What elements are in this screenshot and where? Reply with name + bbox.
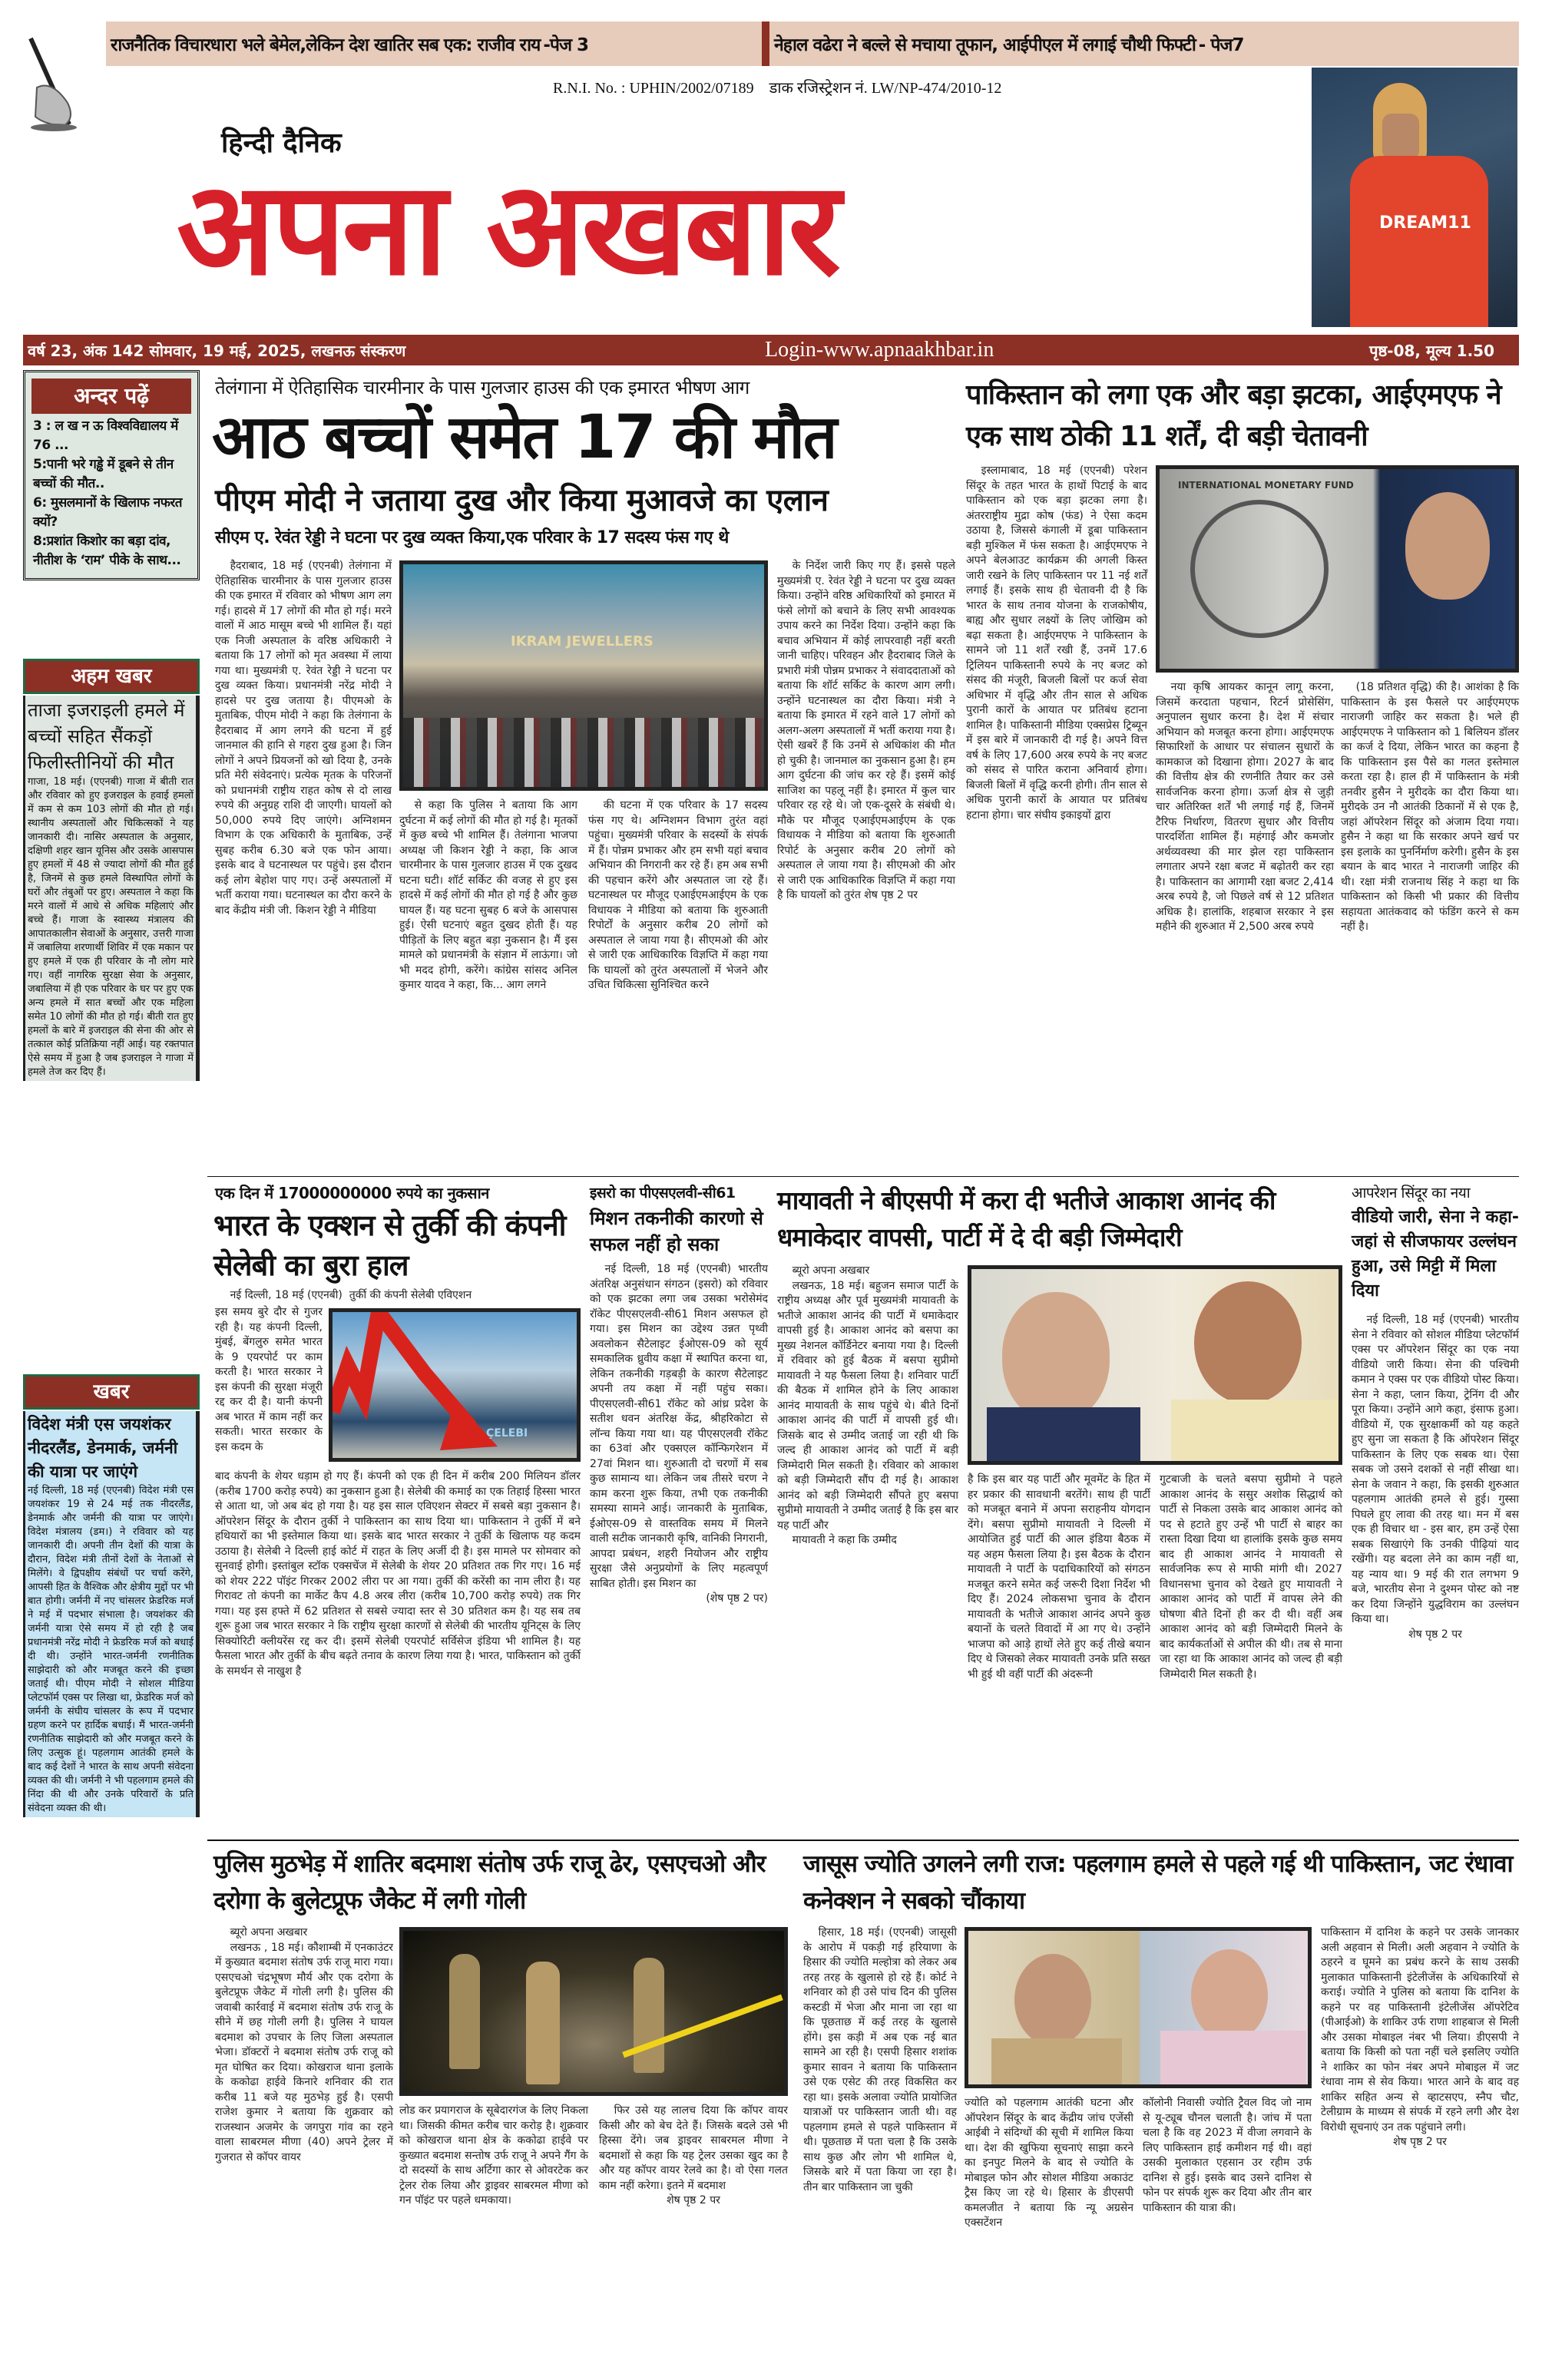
bsp-col-3: [1160, 1473, 1342, 1682]
sindoor-kicker: आपरेशन सिंदूर का नया: [1352, 1185, 1471, 1202]
bsp-col-2: [968, 1473, 1150, 1682]
crowd: [403, 718, 768, 791]
lead-col-2-text: से कहा कि पुलिस ने बताया कि आग दुर्घटना में कई लोगों की मौत हो गई है। मृतकों में कुछ बच्चे भी शामिल हैं। तेलंगाना भाजपा अध्यक्ष जी किशन रेड्डी ने कहा, कि आज चारमीनार के पास गुलजार हाउस में एक दुखद घटना घटी। शॉर्ट सर्किट की वजह से हुए इस हादसे में कई लोगों की मौत हो गई है और कुछ घायल हैं। यह घटना सुबह 6 बजे के आसपास हुई। ऐसी घटनाएं बहुत दुखद होती हैं। यह पीड़ितों के लिए बहुत बड़ा नुकसान है। मैं इस मामले को प्रधानमंत्री के संज्ञान में लाऊंगा। जो भी मदद होगी, करेंगे। कांग्रेस सांसद अनिल कुमार यादव ने कहा, कि... आग लगने: [399, 799, 577, 991]
encounter-headline[interactable]: पुलिस मुठभेड़ में शातिर बदमाश संतोष उर्फ राजू ढेर, एसएचओ और दरोगा के बुलेटप्रूफ जैकेट में लगी गोली: [213, 1850, 766, 1915]
imf-seal-label: INTERNATIONAL MONETARY FUND: [1178, 480, 1354, 491]
inside-pages-box: [23, 370, 200, 580]
encounter-photo: [399, 1927, 788, 2096]
encounter-col-3: [599, 2104, 788, 2209]
spy-photo: [965, 1927, 1312, 2088]
bsp-col-3-text: गुटबाजी के चलते बसपा सुप्रीमो ने पहले आकाश आनंद के ससुर अशोक सिद्धार्थ को पार्टी से निकला उसके बाद आकाश आनंद को पद से हटाते हुए उन्हें भी पार्टी से बाहर का रास्ता दिखा दिया था हालांकि इसके कुछ समय बाद ही आकाश आनंद ने मायावती से सार्वजनिक रूप से माफी मांगी थी। 2027 विधानसभा चुनाव को देखते हुए मायावती ने आकाश आनंद को पार्टी में वापस लेने की घोषणा बीते दिनों ही कर दी थी। वहीं अब आकाश आनंद को बड़ी जिम्मेदारी मिलने के बाद कार्यकर्ताओं से अपील की थी। तब से माना जा रहा था कि आकाश आनंद को जल्द ही बड़ी जिम्मेदारी मिल सकती है।: [1160, 1473, 1342, 1681]
spy-col-1-text: हिसार, 18 मई। (एएनबी) जासूसी के आरोप में पकड़ी गई हरियाणा के हिसार की ज्योति मल्होत्रा को लेकर अब तरह तरह के खुलासे हो रहे हैं। कोर्ट ने शनिवार को ही उसे पांच दिन की पुलिस कस्टडी में भेजा और माना जा रहा था कि पूछताछ में कई तरह के खुलासे होंगे। इस कड़ी में अब एक नई बात सामने आ रही है। एसपी हिसार शशांक कुमार सावन ने बताया कि पाकिस्तान उसे एक एसेट की तरह विकसित कर रहा था। इसके अलावा ज्योति प्रायोजित यात्राओं पर पाकिस्तान जाती थी। वह पहलगाम हमले से पहले पाकिस्तान में थी। पूछताछ में पता चला है कि उसके साथ कुछ और लोग भी शामिल थे, जिसके बारे में पता किया जा रहा है। तीन बार पाकिस्तान जा चुकी: [803, 1926, 957, 2193]
imf-col-3: [1341, 680, 1519, 935]
inside-item[interactable]: 8:प्रशांत किशोर का बड़ा दांव, नीतीश के ‘राम’ पीके के साथ...: [33, 534, 181, 568]
celebi-body-text: बाद कंपनी के शेयर धड़ाम हो गए हैं। कंपनी को एक ही दिन में करीब 200 मिलियन डॉलर (करीब 1700 करोड़ रुपये) का नुकसान हुआ है। सेलेबी की कमाई का एक तिहाई हिस्सा भारत से आता था, जो अब बंद हो गया है। यह इस साल एविएशन सेक्टर में सबसे बड़ा नुकसान है। ऑपरेशन सिंदूर के दौरान तुर्की ने पाकिस्तान का साथ दिया था। पाकिस्तान ने तुर्की में बने हथियारों का भी इस्तेमाल किया था। इसके बाद भारत सरकार ने तुर्की के खिलाफ यह कदम उठाया है। सेलेबी ने दिल्ली हाई कोर्ट में राहत के लिए अर्जी दी है। इस मामले पर सोमवार को सुनवाई होगी। इस्तांबुल स्टॉक एक्सचेंज में सेलेबी के शेयर 20 प्रतिशत तक गिर गए। 16 मई को शेयर 222 पॉइंट गिरकर 2002 लीरा पर आ गया। तुर्की की करेंसी का नाम लीरा है। यह गिरावट तो कंपनी का मार्केट कैप 4.8 अरब लीरा (करीब 10,700 करोड़ रुपये) तक गिर गया। यह इस हफ्ते में 62 प्रतिशत से सबसे ज्यादा स्तर से 30 प्रतिशत कम है। यह सब तब शुरू हुआ जब भारत सरकार ने कि राष्ट्रीय सुरक्षा कारणों से सेलेबी की भारतीय यूनिट्स के लिए सिक्योरिटी क्लीयरेंस रद्द कर दी। इसमें सेलेबी एयरपोर्ट सर्विसेज इंडिया भी शामिल है। यह फैसला भारत और तुर्की के बीच बढ़ते तनाव के कारण लिया गया है। भारत, पाकिस्तान को तुर्की के समर्थन से नाखुश है: [215, 1470, 581, 1678]
isro-body-text: नई दिल्ली, 18 मई (एएनबी) भारतीय अंतरिक्ष अनुसंधान संगठन (इसरो) को रविवार को एक झटका लगा जब उसका भरोसेमंद रॉकेट पीएसएलवी-सी61 मिशन असफल हो गया। इस मिशन का उद्देश्य उन्नत पृथ्वी अवलोकन सैटेलाइट ईओएस-09 को सूर्य समकालिक ध्रुवीय कक्षा में स्थापित करना था, लेकिन तकनीकी गड़बड़ी के कारण सैटेलाइट अपनी तय कक्षा में नहीं पहुंच सका। पीएसएलवी-सी61 रॉकेट को आंध्र प्रदेश के सतीश धवन अंतरिक्ष केंद्र, श्रीहरिकोटा से लॉन्च किया गया था। यह पीएसएलवी रॉकेट का 63वां और एक्सएल कॉन्फिगरेशन में 27वां मिशन था। शुरुआती दो चरणों में सब कुछ सामान्य था। लेकिन जब तीसरे चरण ने काम करना शुरू किया, तभी एक तकनीकी समस्या सामने आई। जानकारी के मुताबिक, ईओएस-09 से वास्तविक समय में मिलने वाली सटीक जानकारी कृषि, वानिकी निगरानी, आपदा प्रबंधन, शहरी नियोजन और राष्ट्रीय सुरक्षा जैसे अनुप्रयोगों के लिए महत्वपूर्ण साबित होती। इस मिशन का: [590, 1263, 768, 1590]
inside-item[interactable]: 3 : ल ख न ऊ विश्वविद्यालय में 76 ...: [33, 418, 178, 453]
section-divider: [207, 1176, 1519, 1177]
celebi-photo: [329, 1308, 581, 1462]
bsp-headline[interactable]: मायावती ने बीएसपी में करा दी भतीजे आकाश आनंद की धमाकेदार वापसी, पार्टी में दे दी बड़ी जिम्मेदारी: [777, 1185, 1276, 1252]
celebi-dateline-row: [215, 1288, 581, 1304]
news-header: खबर: [23, 1374, 200, 1410]
spy-col-3-text: कॉलोनी निवासी ज्योति ट्रैवल विद जो नाम से यू-ट्यूब चौनल चलाती है। जांच में पता चला है कि वह 2023 में वीजा लगवाने के लिए पाकिस्तान हाई कमीशन गई थी। वहां उसकी मुलाकात एहसान उर रहीम उर्फ दानिश से हुई। इसके बाद उसने दानिश से फोन पर संपर्क शुरू कर दिया और तीन बार पाकिस्तान की यात्रा की।: [1143, 2097, 1312, 2214]
celebi-kicker: एक दिन में 17000000000 रुपये का नुकसान: [215, 1184, 489, 1202]
bsp-byline: ब्यूरो अपना अखबार: [792, 1264, 870, 1277]
pen-hand-logo-icon: [22, 34, 83, 134]
registration-line: [553, 77, 1001, 98]
jaishankar-headline: विदेश मंत्री एस जयशंकर नीदरलैंड, डेनमार्क, जर्मनी की यात्रा पर जाएंगे: [28, 1415, 178, 1481]
isro-headline[interactable]: मिशन तकनीकी कारणो से सफल नहीं हो सका: [590, 1208, 763, 1255]
gaza-headline: ताजा इजराइली हमले में बच्चों सहित सैंकड़ों फिलीस्तीनियों की मौत: [28, 699, 185, 773]
jaishankar-body: नई दिल्ली, 18 मई (एएनबी) विदेश मंत्री एस जयशंकर 19 से 24 मई तक नीदरलैंड, डेनमार्क और जर्मनी की यात्रा पर जाएंगे। विदेश मंत्रालय (डम।) ने रविवार को यह जानकारी दी। अपनी तीन देशों की यात्रा के दौरान, विदेश मंत्री तीनों देशों के नेताओं से मिलेंगे। वे द्विपक्षीय संबंधों पर चर्चा करेंगे, आपसी हित के वैश्विक और क्षेत्रीय मुद्दों पर भी बात होगी। जर्मनी में नए चांसलर फ्रेडरिक मर्ज ने मई में पदभार संभाला है। जयशंकर की जर्मनी यात्रा ऐसे समय में हो रही है जब प्रधानमंत्री नरेंद्र मोदी ने फ्रेडरिक मर्ज को बधाई दी थी। उन्होंने भारत-जर्मनी रणनीतिक साझेदारी को और मजबूत करने की इच्छा जताई थी। पीएम मोदी ने सोशल मीडिया प्लेटफॉर्म एक्स पर लिखा था, फ्रेडरिक मर्ज को जर्मनी के संघीय चांसलर के रूप में पदभार ग्रहण करने पर हार्दिक बधाई। मैं भारत-जर्मनी रणनीतिक साझेदारी को और मजबूत करने के लिए उत्सुक हूं। पहलगाम आतंकी हमले के बाद कई देशों ने भारत के साथ अपनी संवेदना व्यक्त की थी। जर्मनी ने भी पहलगाम हमले की निंदा की थी और उनके परिवारों के प्रति संवेदना व्यक्त की थी।: [28, 1485, 194, 1814]
section-divider: [207, 1840, 1519, 1841]
gaza-story[interactable]: [23, 696, 200, 1081]
jyoti-dress: [1160, 2031, 1306, 2088]
falling-arrow-icon: [333, 1312, 577, 1458]
teaser-page: - पेज7: [1198, 35, 1244, 55]
lead-col-3-text: की घटना में एक परिवार के 17 सदस्य फंस गए थे। अग्निशमन विभाग तुरंत वहां पहुंचा। मुख्यमंत्री परिवार के सदस्यों के संपर्क में हैं। पोन्नम प्रभाकर और हम सभी यहां बचाव अभियान की निगरानी कर रहे हैं। हम अब सभी की पहचान करेंगे और अस्पताल जा रहे हैं। घटनास्थल पर मौजूद एआईएमआईएम के एक विधायक ने मीडिया को बताया कि शुरुआती रिपोर्टों के अनुसार करीब 20 लोगों को अस्पताल ले जाया गया है। सीएमओ की ओर से जारी एक आधिकारिक विज्ञप्ति में कहा गया कि घायलों को तुरंत अस्पतालों में भेजने और उचित चिकित्सा सुनिश्चित करने: [588, 799, 768, 991]
lead-col-3: [588, 798, 768, 993]
officer: [526, 1962, 560, 2084]
sindoor-continued[interactable]: शेष पृष्ठ 2 पर: [1408, 1628, 1462, 1641]
lead-subhead: पीएम मोदी ने जताया दुख और किया मुआवजे का एलान: [215, 483, 829, 518]
inside-item[interactable]: 6: मुसलमानों के खिलाफ नफरत क्यों?: [33, 495, 182, 530]
isro-kicker: इसरो का पीएसएलवी-सी61: [590, 1185, 736, 1202]
daily-label: हिन्दी दैनिक: [221, 127, 342, 159]
isro-continued[interactable]: (शेष पृष्ठ 2 पर): [706, 1592, 768, 1605]
edition-info: वर्ष 23, अंक 142 सोमवार, 19 मई, 2025, लखनऊ संस्करण: [28, 341, 406, 360]
rni-number: R.N.I. No. : UPHIN/2002/07189: [553, 80, 754, 97]
pm-face: [1405, 492, 1490, 600]
bsp-col-1-text: लखनऊ, 18 मई। बहुजन समाज पार्टी के राष्ट्रीय अध्यक्ष और पूर्व मुख्यमंत्री मायावती के भतीजे आकाश आनंद की पार्टी में धमाकेदार वापसी हुई है। आकाश आनंद को बसपा का मुख्य नेशनल कॉर्डिनेटर बनाया गया है। दिल्ली में रविवार को हुई बैठक में बसपा सुप्रीमो मायावती ने यह फैसला लिया है। शनिवार पार्टी की बैठक में शामिल होने के लिए आकाश आनंद मायावती के साथ पहुंचे थे। बीते दिनों आकाश आनंद की पार्टी में वापसी हुई थी। जिसके बाद से उम्मीद जताई जा रही थी कि जल्द ही आकाश आनंद को पार्टी में बड़ी जिम्मेदारी मिल सकती है। रविवार को आकाश को बड़ी जिम्मेदारी सौंप दी गई है। आकाश आनंद को बड़ी जिम्मेदारी सौंपते हुए बसपा सुप्रीमो मायावती ने उम्मीद जताई है कि इस बार यह पार्टी और: [777, 1279, 958, 1532]
celebi-body: [215, 1469, 581, 1679]
bsp-col-2-text: है कि इस बार यह पार्टी और मूवमेंट के हित में हर प्रकार की सावधानी बरतेंगे। साथ ही पार्टी को मजबूत बनाने में अपना सराहनीय योगदान देंगे। बसपा सुप्रीमो मायावती ने दिल्ली में आयोजित हुई पार्टी की आल इंडिया बैठक में यह अहम फैसला लिया है। इस बैठक के दौरान मायावती ने पार्टी के पदाधिकारियों को संगठन मजबूत करने समेत कई जरूरी दिशा निर्देश भी दिए हैं। 2024 लोकसभा चुनाव के दौरान मायावती के भतीजे आकाश आनंद अपने कुछ बयानों के चलते विवादों में आ गए थे। उन्होंने भाजपा को आड़े हाथों लेते हुए कई तीखे बयान दिए थे जिसको लेकर मायावती उनके प्रति सख्त भी हुई थी वहीं पार्टी की अंदरूनी: [968, 1473, 1150, 1681]
spy-col-4: [1321, 1925, 1519, 2150]
imf-col-1-text: इस्लामाबाद, 18 मई (एएनबी) परेशन सिंदूर के तहत भारत के हाथों पिटाई के बाद पाकिस्तान को एक बड़ा झटका लगा है। अंतरराष्ट्रीय मुद्रा कोष (फंड) ने ऐसा कदम उठाया है, जिससे कंगाली में डूबा पाकिस्तान बड़ी मुश्किल में फंस सकता है। आईएमएफ ने अपने बेलआउट कार्यक्रम की अगली किस्त जारी रखने के लिए पाकिस्तान पर 11 नई शर्तें लगाई हैं। इसके साथ ही चेतावनी दी है कि भारत के साथ तनाव योजना के राजकोषीय, बाह्य और सुधार लक्ष्यों के लिए जोखिम को बढ़ा सकता है। आईएमएफ ने पाकिस्तान के सामने जो 11 शर्तें रखी हैं, उनमें 17.6 ट्रिलियन पाकिस्तानी रुपये के नए बजट को संसद की मंजूरी, बिजली बिलों पर कर्ज सेवा अधिभार में वृद्धि और तीन साल से अधिक पुरानी कारों के आयात पर प्रतिबंध हटाना शामिल है। पाकिस्तानी मीडिया एक्सप्रेस ट्रिब्यून में इस बारे में जानकारी दी गई है। अपने वित्त वर्ष के लिए 17,600 अरब रुपये के नए बजट को संसद से पारित कराना अनिवार्य होगा। बिजली बिलों में वृद्धि करनी होगी। तीन साल से अधिक पुरानी कारों के आयात पर प्रतिबंध हटाना होगा। चार संघीय इकाइयों द्वारा: [966, 464, 1147, 821]
imf-col-3-text: (18 प्रतिशत वृद्धि) की है। आशंका है कि पाकिस्तान के इस फैसले पर आईएमएफ नाराजगी जाहिर कर सकता है। भले ही आईएमएफ ने पाकिस्तान को 1 बिलियन डॉलर का कर्ज दे दिया, लेकिन भारत का कहना है कि पाकिस्तान इस पैसे का गलत इस्तेमाल करता रहा है। हाल ही में पाकिस्तान के मंत्री तनवीर हुसैन ने मुरीदके का दौरा किया था। मुरीदके उन नौ आतंकी ठिकानों में से एक है, जहां ऑपरेशन सिंदूर को अंजाम दिया गया। हुसैन ने कहा था कि सरकार अपने खर्च पर इस इलाके का पुनर्निर्माण करेगी। हुसैन के इस बयान के बाद भारत ने नाराजगी जाहिर की थी। रक्षा मंत्री राजनाथ सिंह ने कहा था कि पाकिस्तान को किसी भी प्रकार की वित्तीय सहायता आतंकवाद को फंडिंग करने से कम नहीं है।: [1341, 681, 1519, 933]
fire-photo: [399, 560, 768, 791]
celebi-col-left-text: इस समय बुरे दौर से गुजर रही है। यह कंपनी दिल्ली, मुंबई, बेंगलुरु समेत भारत के 9 एयरपोर्ट पर काम करती है। भारत सरकार ने इस कंपनी की सुरक्षा मंजूरी रद्द कर दी है। यानी कंपनी अब भारत में काम नहीं कर सकती। भारत सरकार के इस कदम के: [215, 1306, 323, 1453]
spy-continued[interactable]: शेष पृष्ठ 2 पर: [1393, 2136, 1447, 2148]
spy-headline[interactable]: जासूस ज्योति उगलने लगी राज: पहलगाम हमले से पहले गई थी पाकिस्तान, जट रंधावा कनेक्शन ने सबको चौंकाया: [803, 1850, 1513, 1915]
sindoor-headline[interactable]: वीडियो जारी, सेना ने कहा- जहां से सीजफायर उल्लंघन हुआ, उसे मिट्टी में मिला दिया: [1352, 1208, 1519, 1301]
imf-seal-icon: [1190, 500, 1329, 638]
face: [1382, 114, 1419, 160]
inside-list: [33, 417, 190, 570]
spy-col-3: [1143, 2096, 1312, 2216]
spy-col-2-text: ज्योति को पहलगाम आतंकी घटना और ऑपरेशन सिंदूर के बाद केंद्रीय जांच एजेंसी आईबी ने संदिग्धों की सूची में शामिल किया था। देश की खुफिया सूचनाएं साझा करने का इनपुट मिलने के बाद से ज्योति के मोबाइल फोन और सोशल मीडिया अकाउंट ट्रैस किए जा रहे थे। हिसार के डीएसपी कमलजीत ने बताया कि न्यू अग्रसेन एक्सटेंशन: [965, 2097, 1133, 2229]
teaser-text: राजनैतिक विचारधारा भले बेमेल,लेकिन देश खातिर सब एक: राजीव राय: [111, 35, 541, 55]
lead-col-1-text: हैदराबाद, 18 मई (एएनबी) तेलंगाना में ऐतिहासिक चारमीनार के पास गुलजार हाउस की एक इमारत में रविवार को भीषण आग लग गई। हादसे में 17 लोगों की मौत हो गई। मरने वालों में आठ मासूम बच्चे भी शामिल हैं। यहां एक निजी अस्पताल के वरिष्ठ अधिकारी ने बताया कि 17 लोगों को मृत अवस्था में लाया गया था। मुख्यमंत्री ए. रेवंत रेड्डी ने घटना पर दुख व्यक्त किया। प्रधानमंत्री नरेंद्र मोदी ने हादसे पर दुख जताया है। पीएमओ के मुताबिक, पीएम मोदी ने कहा कि तेलंगाना के हैदराबाद में आग लगने की घटना में हुई जानमाल की हानि से गहरा दुख हुआ है। जिन लोगों ने अपने प्रियजनों को खो दिया है, उनके प्रति मेरी संवेदनाएं। प्रत्येक मृतक के परिजनों को प्रधानमंत्री राष्ट्रीय राहत कोष से दो लाख रुपये की अनुग्रह राशि दी जाएगी। घायलों को 50,000 रुपये दिए जाएंगे। अग्निशमन विभाग के एक अधिकारी के मुताबिक, उन्हें सुबह करीब 6.30 बजे एक फोन आया। इसके बाद वे घटनास्थल पर पहुंचे। इस दौरान कई लोग बेहोश पाए गए। उन्हें अस्पतालों में भर्ती कराया गया। घटनास्थल का दौरा करने के बाद केंद्रीय मंत्री जी. किशन रेड्डी ने मीडिया: [215, 560, 392, 917]
sindoor-body: [1352, 1313, 1519, 1642]
celebi-headline[interactable]: भारत के एक्शन से तुर्की की कंपनी सेलेबी का बुरा हाल: [213, 1208, 566, 1282]
officer: [634, 1958, 664, 2073]
encounter-continued[interactable]: शेष पृष्ठ 2 पर: [667, 2194, 720, 2206]
important-news-header: अहम खबर: [23, 659, 200, 694]
masthead-title: अपना अखबार: [177, 154, 838, 304]
imf-col-2-text: नया कृषि आयकर कानून लागू करना, जिसमें करदाता पहचान, रिटर्न प्रोसेसिंग, अनुपालन सुधार करना है। देश में संचार अभियान को मजबूत करना होगा। आईएमएफ सिफारिशों के आधार पर संचालन सुधारों के कामकाज को दिखाना होगा। 2027 के बाद की वित्तीय क्षेत्र की रणनीति तैयार कर उसे सार्वजनिक करना होगा। ऊर्जा क्षेत्र से जुड़ी चार अतिरिक्त शर्तें भी लगाई गई हैं, जिनमें टैरिफ निर्धारण, वितरण सुधार और वित्तीय पारदर्शिता शामिल हैं। महंगाई और कमजोर अर्थव्यवस्था की मार झेल रहा पाकिस्तान लगातार अपने रक्षा बजट में बढ़ोतरी कर रहा है। पाकिस्तान का आगामी रक्षा बजट 2,414 अरब रुपये है, जो पिछले वर्ष से 12 प्रतिशत अधिक है। हालांकि, शहबाज सरकार ने इस महीने की शुरुआत में 2,500 अरब रुपये: [1156, 681, 1334, 933]
celebi-vehicle-logo: ÇELEBI: [486, 1427, 528, 1440]
jersey: [1350, 156, 1488, 327]
lead-deck: सीएम ए. रेवंत रेड्डी ने घटना पर दुख व्यक्त किया,एक परिवार के 17 सदस्य फंस गए थे: [215, 528, 729, 547]
officer: [449, 1954, 480, 2069]
lead-col-2: [399, 798, 577, 993]
inside-item[interactable]: 5:पानी भरे गड्ढे में डूबने से तीन बच्चों की मौत..: [33, 457, 174, 491]
encounter-byline: ब्यूरो अपना अखबार: [230, 1926, 308, 1939]
spy-col-4-text: पाकिस्तान में दानिश के कहने पर उसके जानकार अली अहवान से मिली। अली अहवान ने ज्योति के ठहरने व घूमने का प्रबंध करने के साथ उसकी मुलाकात पाकिस्तानी इंटेलीजेंस के अधिकारियों से कराई। ज्योति ने पुलिस को बताया कि दानिश के कहने पर वह पाकिस्तानी इंटेलीजेंस ऑपरेटिव (पीआईओ) के शाकिर उर्फ राणा शाहबाज से मिली और उसका मोबाइल नंबर भी लिया। डीएसपी ने बताया कि किसी को पता नहीं चले इसलिए ज्योति ने शाकिर का फोन नंबर अपने मोबाइल में जट रंधावा नाम से सेव किया। भारत आने के बाद वह शाकिर सहित अन्य से व्हाटसएप, स्नैप चौट, टेलीग्राम के माध्यम से संपर्क में रहने लगी और देश विरोधी सूचनाएं उन तक पहुंचाने लगी।: [1321, 1926, 1519, 2134]
lead-headline[interactable]: आठ बच्चों समेत 17 की मौत: [212, 403, 836, 472]
encounter-col-1: [215, 1925, 393, 2165]
encounter-col-1-text: लखनऊ , 18 मई। कौशाम्बी में एनकाउंटर में कुख्यात बदमाश संतोष उर्फ राजू मारा गया। एसएचओ चंद्रभूषण मौर्य और एक दरोगा के बुलेटप्रूफ जैकेट में गोली लगी है। पुलिस की जवाबी कार्रवाई में बदमाश संतोष उर्फ राजू के सीने में छह गोली लगी है। पुलिस ने घायल बदमाश को उपचार के लिए जिला अस्पताल भेजा। डॉक्टरों ने बदमाश संतोष उर्फ राजू को मृत घोषित कर दिया। कोखराज थाना इलाके के ककोढा हाईवे किनारे शनिवार की रात करीब 11 बजे यह मुठभेड़ हुई है। एसपी राजेश कुमार ने बताया कि शुक्रवार को राजस्थान अजमेर के जगपुरा गांव का रहने वाला साबरमल मीणा (40) अपने ट्रेलर में गुजरात से कॉपर वायर: [215, 1941, 393, 2163]
bsp-photo: [968, 1265, 1342, 1465]
spy-col-1: [803, 1925, 957, 2195]
jyoti-face: [1191, 1949, 1268, 2041]
sindoor-body-text: नई दिल्ली, 18 मई (एएनबी) भारतीय सेना ने रविवार को सोशल मीडिया प्लेटफॉर्म एक्स पर ऑपरेशन सिंदूर का एक नया वीडियो जारी किया। सेना की पश्चिमी कमान ने एक्स पर एक वीडियो पोस्ट किया। सेना ने कहा, प्लान किया, ट्रेनिंग दी और पूरा किया। उन्होंने आगे कहा, इंसाफ हुआ। वीडियो में, एक सुरक्षाकर्मी को यह कहते हुए सुना जा सकता है कि ऑपरेशन सिंदूर पाकिस्तान के लिए एक सबक था। ऐसा सबक जो उसने दशकों से नहीं सीखा था। सेना के जवान ने कहा, कि इसकी शुरुआत पहलगाम आतंकी हमले से हुई। गुस्सा पिघले हुए लावा की तरह था। मन में बस एक ही विचार था - इस बार, हम उन्हें ऐसा सबक सिखाएंगे कि उनकी पीढ़ियां याद रखेंगी। यह बदला लेने का काम नहीं था, यह न्याय था। 9 मई की रात लगभग 9 बजे, भारतीय सेना ने दुश्मन पोस्ट को नष्ट कर दिया जिन्होंने युद्धविराम का उल्लंघन किया था।: [1352, 1314, 1519, 1625]
jaishankar-story[interactable]: [23, 1411, 200, 1817]
pages-price: पृष्ठ-08, मूल्य 1.50: [1369, 341, 1494, 360]
akash-jacket: [987, 1407, 1140, 1465]
lead-col-1: [215, 559, 392, 918]
imf-headline[interactable]: पाकिस्तान को लगा एक और बड़ा झटका, आईएमएफ ने एक साथ ठोकी 11 शर्तें, दी बड़ी चेतावनी: [966, 379, 1501, 452]
officer-face: [1014, 1954, 1091, 2046]
teaser-left[interactable]: [106, 21, 762, 66]
mayawati-face: [1194, 1281, 1302, 1404]
teaser-page: -पेज 3: [543, 35, 589, 55]
spy-col-2: [965, 2096, 1133, 2231]
postal-registration: डाक रजिस्ट्रेशन नं. LW/NP-474/2010-12: [769, 80, 1002, 97]
encounter-col-2-text: लोड कर प्रयागराज के सूबेदारगंज के लिए निकला था। जिसकी कीमत करीब चार करोड़ है। शुक्रवार को कोखराज थाना क्षेत्र के ककोढा हाईवे पर कुख्यात बदमाश सन्तोष उर्फ राजू ने अपने गैंग के दो सदस्यों के साथ अर्टिगा कार से ओवरटेक कर ट्रेलर रोक लिया और ड्राइवर साबरमल मीणा को गन पॉइंट पर पहले धमकाया।: [399, 2104, 588, 2206]
bsp-tail: मायावती ने कहा कि उम्मीद: [792, 1534, 897, 1546]
imf-col-2: [1156, 680, 1334, 935]
mayawati-dress: [1171, 1400, 1340, 1465]
jersey-logo: DREAM11: [1379, 213, 1471, 233]
inside-title: अन्दर पढ़ें: [31, 378, 191, 414]
celebi-dateline: नई दिल्ली, 18 मई (एएनबी): [230, 1289, 342, 1301]
officer-uniform: [991, 2038, 1122, 2088]
teaser-divider: [762, 21, 769, 66]
celebi-lead: तुर्की की कंपनी सेलेबी एविएशन: [349, 1289, 472, 1301]
website-link[interactable]: Login-www.apnaakhbar.in: [765, 338, 994, 362]
edition-band: [23, 335, 1519, 365]
lead-col-4-text: के निर्देश जारी किए गए हैं। इससे पहले मुख्यमंत्री ए. रेवंत रेड्डी ने घटना पर दुख व्यक्त किया। उन्होंने वरिष्ठ अधिकारियों को इमारत में फंसे लोगों को बचाने के लिए सभी आवश्यक उपाय करने का निर्देश दिया। उन्होंने कहा कि बचाव अभियान में कोई लापरवाही नहीं बरती जानी चाहिए। परिवहन और हैदराबाद जिले के प्रभारी मंत्री पोन्नम प्रभाकर ने संवाददाताओं को बताया कि शॉर्ट सर्किट के कारण आग लगी। उन्होंने घटनास्थल का दौरा किया। मंत्री ने बताया कि इमारत में रहने वाले 17 लोगों को अलग-अलग अस्पतालों में भर्ती कराया गया है। ऐसी खबरें हैं कि उनमें से अधिकांश की मौत हो चुकी है। जानमाल का नुकसान हुआ है। हम आग दुर्घटना की जांच कर रहे हैं। इसमें कोई साजिश का पहलू नहीं है। इमारत में कुल चार परिवार रह रहे थे। जो एक-दूसरे के संबंधी थे। मौके पर मौजूद एआईएमआईएम के एक विधायक ने मीडिया को बताया कि शुरुआती रिपोर्ट के अनुसार करीब 20 लोगों को अस्पताल ले जाया गया है। सीएमओ की ओर से जारी एक आधिकारिक विज्ञप्ति में कहा गया है कि घायलों को तुरंत शेष पृष्ठ 2 पर: [777, 560, 955, 901]
encounter-col-2: [399, 2104, 588, 2209]
lead-kicker: तेलंगाना में ऐतिहासिक चारमीनार के पास गुलजार हाउस की एक इमारत भीषण आग: [215, 377, 749, 398]
encounter-col-3-text: फिर उसे यह लालच दिया कि कॉपर वायर किसी और को बेच देते हैं। जिसके बदले उसे भी हिस्सा देंगे। जब ड्राइवर साबरमल मीणा ने बदमाशों से कहा कि यह ट्रेलर उसका खुद का है और यह कॉपर वायर रेलवे का है। वो ऐसा गलत काम नहीं करेगा। इतने में बदमाश: [599, 2104, 788, 2192]
bsp-col-1: [777, 1264, 958, 1549]
imf-photo: [1156, 465, 1519, 673]
teaser-text: नेहाल वढेरा ने बल्ले से मचाया तूफान, आईपीएल में लगाई चौथी फिफ्टी: [774, 35, 1196, 55]
celebi-col-left: [215, 1305, 323, 1455]
gaza-body: गाजा, 18 मई। (एएनबी) गाजा में बीती रात और रविवार को हुए इजराइल के हवाई हमलों में कम से कम 103 लोगों की मौत हो गई। स्थानीय अस्पतालों और चिकित्सकों ने यह जानकारी दी। नासिर अस्पताल के अनुसार, दक्षिणी शहर खान यूनिस और उसके आसपास हुए हमलों में 48 से ज्यादा लोगों की मौत हुई है, जिनमें से कुछ हमले विस्थापित लोगों के घरों और तंबुओं पर हुए। अस्पताल ने कहा कि मरने वालों में आधे से अधिक महिलाएं और बच्चे हैं। गाजा के स्वास्थ्य मंत्रालय की आपातकालीन सेवाओं के अनुसार, उत्तरी गाजा में जबालिया शरणार्थी शिविर में एक मकान पर हुए हमले में एक ही परिवार के नौ लोग मारे गए। वहीं नागरिक सुरक्षा सेवा के अनुसार, जबालिया में ही एक परिवार के घर पर हुए एक अन्य हमले में सात बच्चों और एक महिला समेत 10 लोगों की मौत हो गई। बीती रात हुए हमलों के बारे में इजराइल की सेना की ओर से तत्काल कोई प्रतिक्रिया नहीं आई। यह रक्तपात ऐसे समय में हुआ है जब इजराइल ने गाजा में हमले तेज कर दिए हैं।: [28, 776, 194, 1078]
lead-col-4: [777, 559, 955, 904]
akash-face: [1002, 1292, 1110, 1423]
cricketer-photo: [1312, 68, 1517, 327]
shop-sign: IKRAM JEWELLERS: [511, 633, 654, 650]
isro-body: [590, 1262, 768, 1607]
teaser-right[interactable]: [769, 21, 1519, 66]
imf-col-1: [966, 464, 1147, 823]
